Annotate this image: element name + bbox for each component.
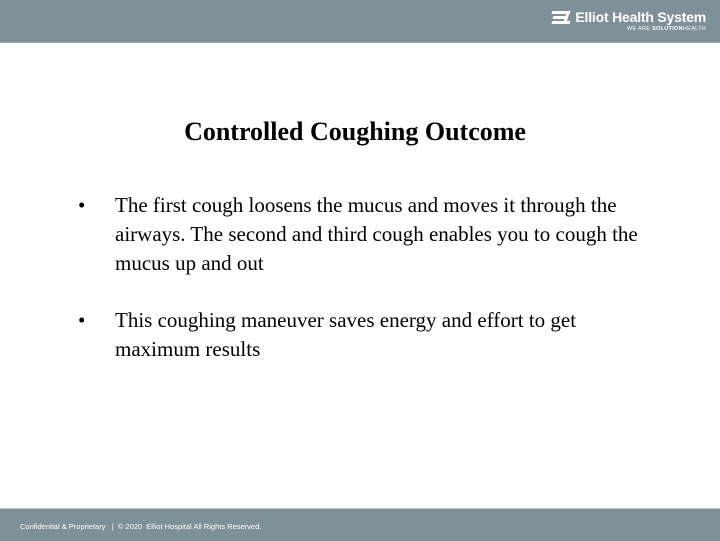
bullet-item: [78, 191, 638, 278]
brand-name: Elliot Health System: [575, 9, 706, 25]
footer-copyright: Confidential & Proprietary | © 2020 Elliot Hospital All Rights Reserved.: [20, 522, 262, 531]
bullet-marker: •: [78, 308, 86, 332]
brand-logo: [552, 10, 706, 32]
bullet-marker: •: [78, 193, 86, 217]
bullet-item: [78, 306, 638, 364]
footer-bar: [0, 508, 720, 541]
header-bar: [0, 0, 720, 43]
slide-title: Controlled Coughing Outcome: [184, 117, 526, 146]
bullet-list: [78, 191, 638, 392]
bullet-text: The first cough loosens the mucus and moves it through the airways. The second and third cough enables you to cough the mucus up and out: [115, 193, 638, 275]
brand-tagline: WE ARE SOLUTIONHEALTH: [627, 26, 706, 32]
elliot-logo-icon: [552, 11, 570, 24]
bullet-text: This coughing maneuver saves energy and effort to get maximum results: [115, 308, 577, 361]
